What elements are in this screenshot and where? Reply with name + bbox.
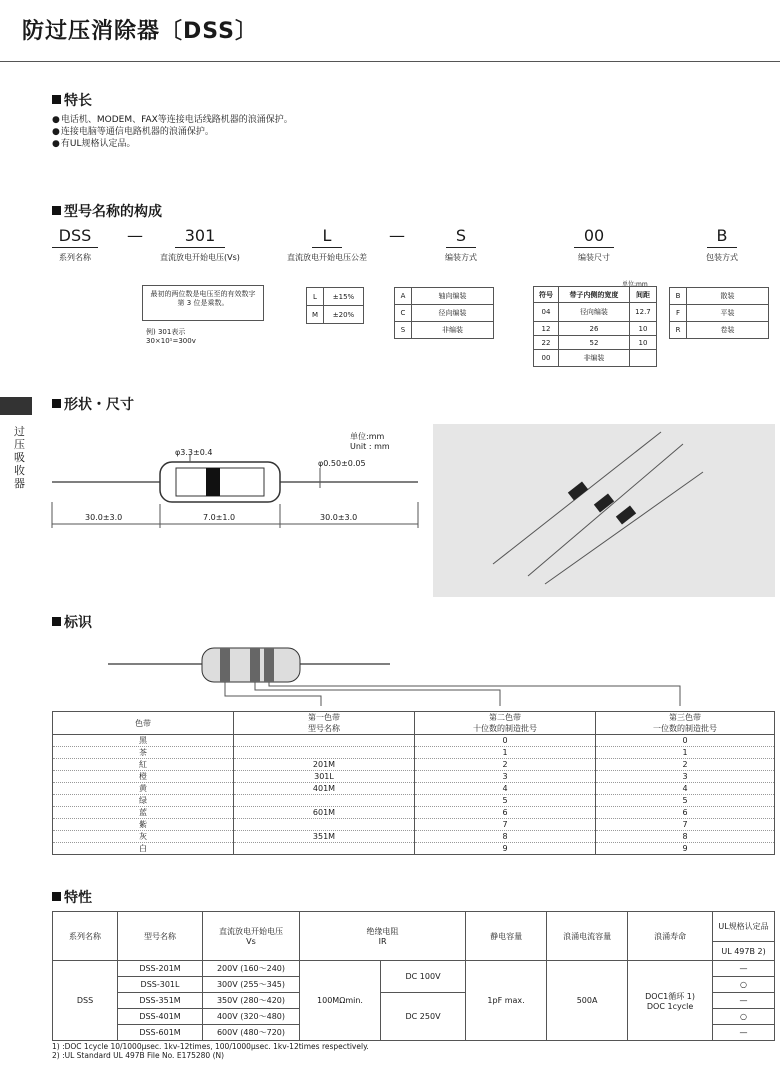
table-cell: DC 250V	[381, 993, 466, 1041]
shape-heading	[52, 394, 134, 414]
table-header-cell: UL规格认定品	[713, 912, 775, 942]
table-cell	[234, 795, 415, 807]
table-row	[53, 795, 775, 807]
table-cell: 04	[534, 303, 559, 322]
table-cell: 灰	[53, 831, 234, 843]
table-row	[53, 759, 775, 771]
code-taping-label: 编装方式	[445, 253, 477, 262]
code-size: 00	[583, 226, 605, 245]
table-cell: 7	[596, 819, 775, 831]
header-line: Vs	[246, 937, 256, 946]
table-cell: 3	[415, 771, 596, 783]
model-heading-text: 型号名称的构成	[64, 204, 162, 220]
table-cell: 9	[596, 843, 775, 855]
table-header-cell: 符号	[534, 287, 559, 303]
table-cell: 白	[53, 843, 234, 855]
table-header-cell	[596, 712, 775, 735]
side-tab-marker	[0, 397, 32, 415]
square-bullet-icon	[52, 892, 61, 901]
life-line: DOC1循环 1)	[645, 991, 696, 1001]
code-series-label: 系列名称	[59, 253, 91, 262]
table-cell: —	[713, 1025, 775, 1041]
table-cell: 200V (160～240)	[203, 961, 300, 977]
lead-diameter-label: φ0.50±0.05	[318, 459, 366, 468]
table-cell: 8	[596, 831, 775, 843]
product-photo-drawing	[433, 424, 775, 597]
lead-length-left: 30.0±3.0	[85, 513, 123, 522]
table-cell: 6	[596, 807, 775, 819]
table-cell: 紫	[53, 819, 234, 831]
table-cell: 5	[415, 795, 596, 807]
code-packing-label: 包装方式	[706, 253, 738, 262]
table-cell: 5	[596, 795, 775, 807]
table-cell: DSS-301L	[118, 977, 203, 993]
table-cell: 1	[415, 747, 596, 759]
table-cell: 26	[558, 322, 629, 336]
table-cell: 601M	[234, 807, 415, 819]
size-table	[533, 286, 657, 367]
table-header-cell: 静电容量	[466, 912, 547, 961]
table-cell: 3	[596, 771, 775, 783]
table-cell: B	[670, 288, 687, 305]
code-underline	[707, 247, 737, 248]
features-heading-text: 特长	[64, 93, 92, 109]
product-photo	[433, 424, 775, 597]
table-cell: DSS-601M	[118, 1025, 203, 1041]
table-cell: 非编装	[412, 322, 494, 339]
size-unit: 单位:mm	[622, 281, 648, 288]
table-cell: C	[395, 305, 412, 322]
vs-example-line: 例) 301表示	[146, 328, 186, 336]
table-cell: 0	[415, 735, 596, 747]
table-cell: 8	[415, 831, 596, 843]
table-cell: —	[713, 961, 775, 977]
table-cell: 0	[596, 735, 775, 747]
table-cell: 平装	[687, 305, 769, 322]
feature-item: ● 连接电脑等通信电路机器的浪涌保护。	[52, 126, 293, 138]
table-cell: 橙	[53, 771, 234, 783]
table-cell: 301L	[234, 771, 415, 783]
code-underline	[574, 247, 614, 248]
table-cell: DSS-201M	[118, 961, 203, 977]
table-cell: A	[395, 288, 412, 305]
table-cell: 蓝	[53, 807, 234, 819]
code-dash: —	[389, 226, 405, 245]
table-header-cell: 带子内侧的宽度	[558, 287, 629, 303]
square-bullet-icon	[52, 617, 61, 626]
square-bullet-icon	[52, 399, 61, 408]
table-cell: 00	[534, 350, 559, 367]
table-cell: L	[307, 288, 324, 306]
table-header-cell: 间距	[629, 287, 656, 303]
table-cell: R	[670, 322, 687, 339]
code-underline	[446, 247, 476, 248]
table-cell: 400V (320～480)	[203, 1009, 300, 1025]
table-cell: 黄	[53, 783, 234, 795]
table-row	[53, 771, 775, 783]
table-row	[53, 819, 775, 831]
header-line: 第二色带	[489, 713, 521, 722]
table-cell	[234, 747, 415, 759]
model-heading	[52, 201, 162, 221]
table-row	[53, 735, 775, 747]
marking-drawing	[100, 640, 700, 712]
table-cell: 22	[534, 336, 559, 350]
life-line: DOC 1cycle	[646, 1001, 694, 1011]
table-cell: 500A	[547, 961, 628, 1041]
table-header-cell	[53, 712, 234, 735]
header-line: 一位数的制造批号	[653, 724, 717, 733]
table-cell: 10	[629, 336, 656, 350]
table-cell: S	[395, 322, 412, 339]
square-bullet-icon	[52, 95, 61, 104]
header-line: 绝缘电阻	[366, 927, 399, 936]
side-label: 过压吸收器	[14, 425, 25, 490]
table-cell: DSS-401M	[118, 1009, 203, 1025]
table-cell: 2	[415, 759, 596, 771]
table-cell: F	[670, 305, 687, 322]
table-cell: ○	[713, 1009, 775, 1025]
dimension-drawing	[48, 440, 433, 540]
features-heading	[52, 90, 92, 110]
code-tolerance-label: 直流放电开始电压公差	[287, 253, 367, 262]
footnote: 2) :UL Standard UL 497B File No. E175280 (N)	[52, 1051, 225, 1060]
header-line: 直流放电开始电压	[219, 927, 283, 936]
header-line: 色带	[135, 718, 151, 728]
tolerance-table	[306, 287, 364, 324]
table-cell	[628, 961, 713, 1041]
table-cell: DSS	[53, 961, 118, 1041]
vs-example-line: 30×10¹=300v	[146, 337, 196, 345]
table-row	[53, 843, 775, 855]
footnote: 1) :DOC 1cycle 10/1000μsec. 1kv-12times, 100/1000μsec. 1kv-12times respectively.	[52, 1042, 369, 1051]
table-cell: 黑	[53, 735, 234, 747]
table-header-cell	[300, 912, 466, 961]
shape-heading-text: 形状・尺寸	[64, 397, 134, 413]
props-heading-text: 特性	[64, 890, 92, 906]
table-cell: 卷装	[687, 322, 769, 339]
table-cell: 绿	[53, 795, 234, 807]
table-cell: 径向编装	[558, 303, 629, 322]
table-row	[53, 807, 775, 819]
table-cell: ±20%	[324, 306, 364, 324]
table-cell: 1	[596, 747, 775, 759]
table-header-cell	[415, 712, 596, 735]
table-cell: 12	[534, 322, 559, 336]
code-tolerance: L	[322, 226, 332, 245]
table-header-cell: 浪涌电流容量	[547, 912, 628, 961]
table-header-cell: 系列名称	[53, 912, 118, 961]
page-title: 防过压消除器〔DSS〕	[22, 19, 258, 44]
table-cell: 52	[558, 336, 629, 350]
table-header-cell: 型号名称	[118, 912, 203, 961]
table-cell: 径向编装	[412, 305, 494, 322]
table-cell: ○	[713, 977, 775, 993]
table-cell: DC 100V	[381, 961, 466, 993]
title-divider	[0, 61, 780, 62]
table-cell: 散装	[687, 288, 769, 305]
table-cell	[629, 350, 656, 367]
taping-table	[394, 287, 494, 339]
footnotes	[52, 1042, 369, 1060]
table-cell: DSS-351M	[118, 993, 203, 1009]
header-line: 型号名称	[308, 724, 340, 733]
body-length: 7.0±1.0	[203, 513, 236, 522]
code-size-label: 编装尺寸	[578, 253, 610, 262]
code-voltage: 301	[184, 226, 216, 245]
table-row	[53, 783, 775, 795]
table-cell: 茶	[53, 747, 234, 759]
table-cell	[234, 843, 415, 855]
table-header-cell: UL 497B 2)	[713, 942, 775, 961]
table-row	[53, 831, 775, 843]
square-bullet-icon	[52, 206, 61, 215]
feature-item: ● 有UL规格认定品。	[52, 138, 293, 150]
marking-heading	[52, 612, 92, 632]
table-header-cell	[234, 712, 415, 735]
table-cell: 100MΩmin.	[300, 961, 381, 1041]
table-cell: ±15%	[324, 288, 364, 306]
table-cell: M	[307, 306, 324, 324]
code-series: DSS	[58, 226, 92, 245]
code-underline	[175, 247, 225, 248]
marking-table	[52, 711, 775, 855]
table-cell: 401M	[234, 783, 415, 795]
table-cell: 600V (480～720)	[203, 1025, 300, 1041]
table-cell: 351M	[234, 831, 415, 843]
table-cell: 201M	[234, 759, 415, 771]
table-cell: 1pF max.	[466, 961, 547, 1041]
body-diameter-label: φ3.3±0.4	[175, 448, 213, 457]
table-header-cell	[203, 912, 300, 961]
table-cell: 6	[415, 807, 596, 819]
code-voltage-label: 直流放电开始电压(Vs)	[160, 253, 240, 262]
unit-en: Unit : mm	[350, 442, 390, 451]
table-cell: 12.7	[629, 303, 656, 322]
table-header-cell: 浪涌寿命	[628, 912, 713, 961]
table-cell	[234, 735, 415, 747]
props-heading	[52, 887, 92, 907]
code-underline	[312, 247, 342, 248]
code-underline	[52, 247, 98, 248]
table-cell: 350V (280～420)	[203, 993, 300, 1009]
unit-cn: 单位:mm	[350, 432, 385, 441]
table-cell: 10	[629, 322, 656, 336]
header-line: 第三色带	[669, 713, 701, 722]
header-line: IR	[378, 937, 387, 946]
code-packing: B	[716, 226, 728, 245]
header-line: 十位数的制造批号	[473, 724, 537, 733]
packing-table	[669, 287, 769, 339]
code-taping: S	[455, 226, 467, 245]
features-list	[52, 114, 293, 150]
table-cell: 4	[415, 783, 596, 795]
header-line: 第一色带	[308, 713, 340, 722]
lead-length-right: 30.0±3.0	[320, 513, 358, 522]
code-dash: —	[127, 226, 143, 245]
feature-item: ● 电话机、MODEM、FAX等连接电话线路机器的浪涌保护。	[52, 114, 293, 126]
table-row	[53, 747, 775, 759]
table-cell: 9	[415, 843, 596, 855]
table-cell: 非编装	[558, 350, 629, 367]
table-cell: 7	[415, 819, 596, 831]
vs-example	[146, 328, 196, 346]
table-cell: 紅	[53, 759, 234, 771]
marking-heading-text: 标识	[64, 615, 92, 631]
table-cell	[234, 819, 415, 831]
table-row	[53, 961, 775, 977]
properties-table	[52, 911, 775, 1041]
table-cell: —	[713, 993, 775, 1009]
table-cell: 4	[596, 783, 775, 795]
table-cell: 300V (255～345)	[203, 977, 300, 993]
table-cell: 轴向编装	[412, 288, 494, 305]
vs-note-box: 最初的两位数是电压至的有效数字 第 3 位是乘数。	[142, 285, 264, 321]
table-cell: 2	[596, 759, 775, 771]
